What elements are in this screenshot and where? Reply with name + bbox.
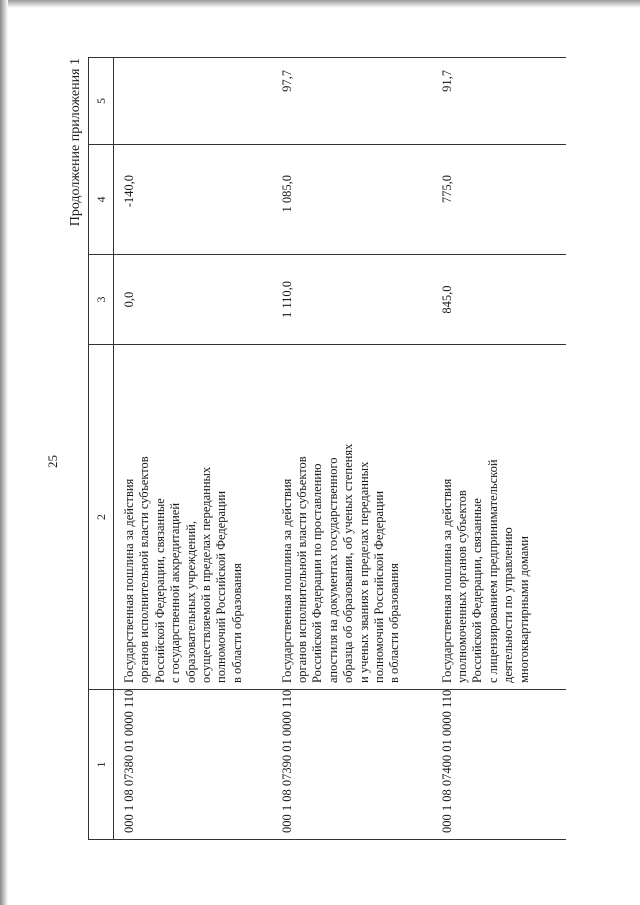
page-number: 25 [45,455,60,468]
scan-edge-top [0,0,640,8]
document-page [40,40,580,900]
column-header: 2 [89,345,114,690]
appendix-continuation-label: Продолжение приложения 1 [68,58,83,227]
description-line: с государственной аккредитацией [168,502,183,683]
column-header: 5 [89,58,114,145]
value-col4-cell: 1 085,0 [272,145,432,255]
description-line: Российской Федерации, связанные [152,498,167,683]
description-line: Государственная пошлина за действия [122,478,136,683]
description-line: полномочий Российской Федерации [371,490,386,683]
value-col5-cell: 97,7 [272,58,432,145]
description-line: Государственная пошлина за действия [439,478,454,683]
description-line: образовательных учреждений, [183,521,198,683]
description-line: органов исполнительной власти субъектов [137,456,152,683]
description-line: с лицензированием предпринимательской [485,459,500,683]
budget-code-cell: 000 1 08 07380 01 0000 110 [114,690,272,840]
value-col4-cell: -140,0 [114,145,272,255]
budget-code-cell: 000 1 08 07400 01 0000 110 [432,690,566,840]
table-row [114,58,272,840]
description-line: многоквартирными домами [516,536,531,683]
table-header-row [89,58,114,840]
value-col4-cell: 775,0 [432,145,566,255]
value-col3-cell: 0,0 [114,255,272,345]
column-header: 4 [89,145,114,255]
revenue-table [88,57,566,840]
description-line: органов исполнительной власти субъектов [294,456,309,683]
description-line: осуществляемой в пределах переданных [199,466,214,683]
description-line: образца об образовании, об ученых степенях [341,443,356,683]
value-col3-cell: 845,0 [432,255,566,345]
description-line: апостиля на документах государственного [325,457,340,683]
description-cell [114,345,272,690]
description-line: полномочий Российской Федерации [214,490,229,683]
description-line: Российской Федерации по проставлению [310,463,325,683]
column-header: 1 [89,690,114,840]
column-header: 3 [89,255,114,345]
description-line: Государственная пошлина за действия [279,478,294,683]
table-row [432,58,566,840]
value-col5-cell: 91,7 [432,58,566,145]
budget-code-cell: 000 1 08 07390 01 0000 110 [272,690,432,840]
description-line: уполномоченных органов субъектов [454,490,469,683]
description-cell [272,345,432,690]
description-line: деятельности по управлению [501,527,516,683]
value-col5-cell [114,58,272,145]
table-row [272,58,432,840]
scan-edge-left [0,0,8,905]
description-cell [432,345,566,690]
description-line: Российской Федерации, связанные [470,498,485,683]
description-line: в области образования [387,563,402,683]
value-col3-cell: 1 110,0 [272,255,432,345]
description-line: и ученых званиях в пределах переданных [356,461,371,683]
description-line: в области образования [229,563,244,683]
